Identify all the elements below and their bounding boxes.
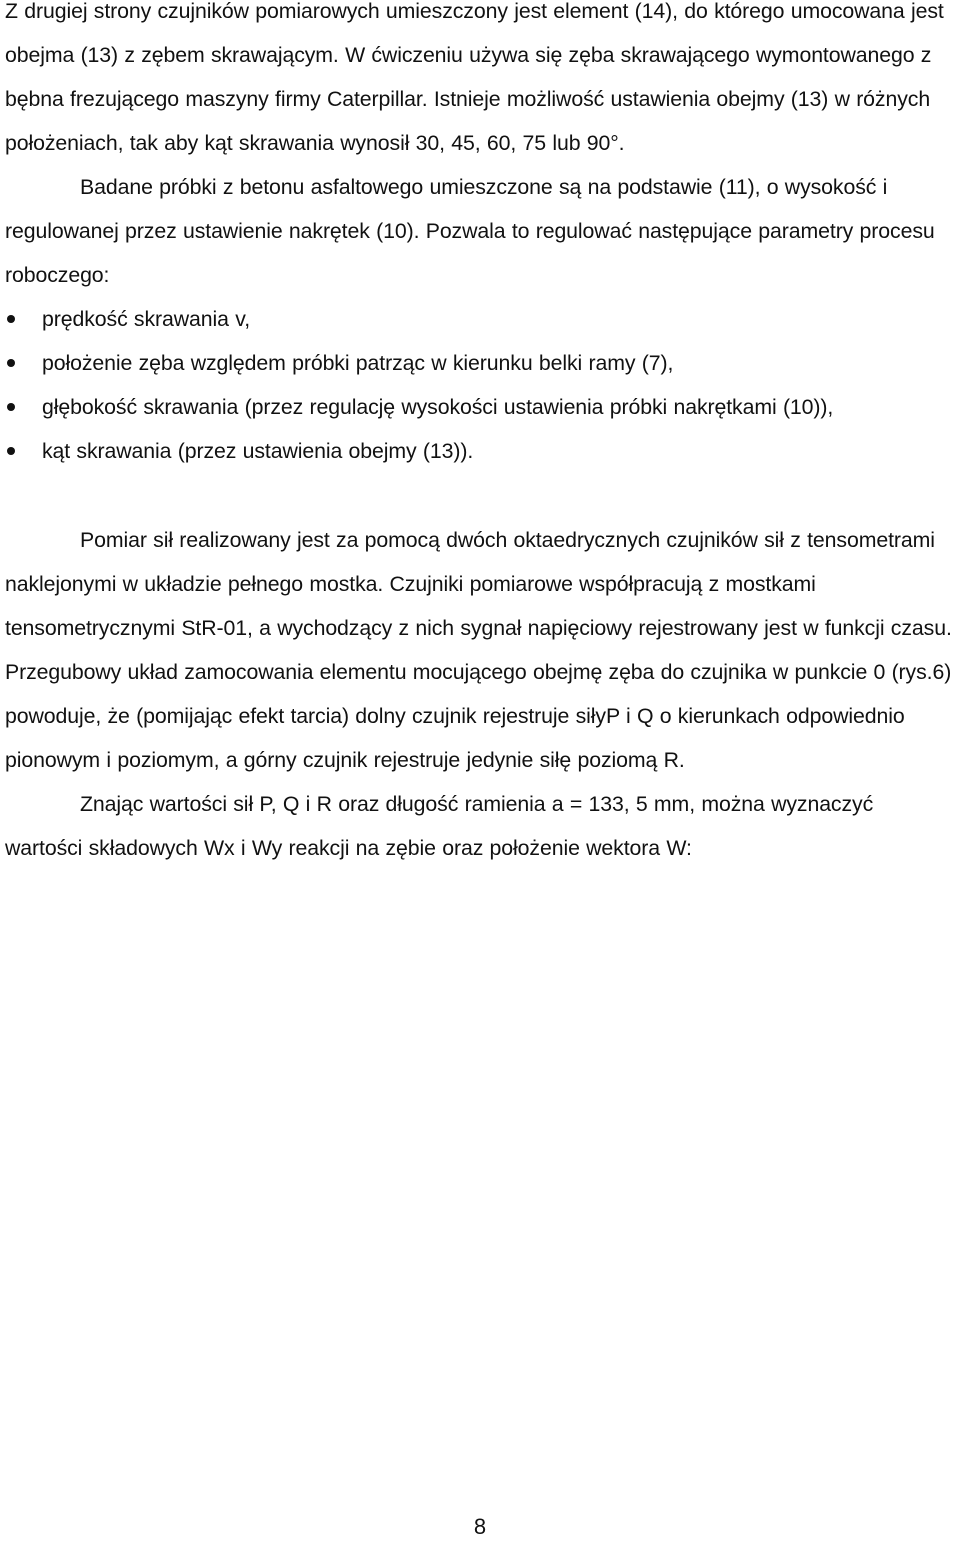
list-item xyxy=(5,341,955,385)
paragraph-cutting-tooth-mount: Z drugiej strony czujników pomiarowych umieszczony jest element (14), do którego umocowana jest obejma (13) z zębem skrawającym. W ćwiczeniu używa się zęba skrawającego wymontowanego z bębna frezującego maszyny firmy Caterpillar. Istnieje możliwość ustawienia obejmy (13) w różnych położeniach, tak aby kąt skrawania wynosił 30, 45, 60, 75 lub 90°. xyxy=(5,0,944,155)
list-item-text: kąt skrawania (przez ustawienia obejmy (13)). xyxy=(42,439,474,463)
paragraph-force-measurement: Pomiar sił realizowany jest za pomocą dwóch oktaedrycznych czujników sił z tensometrami naklejonymi w układzie pełnego mostka. Czujniki pomiarowe współpracują z mostkami tensometrycznymi StR-01, a wychodzący z nich sygnał napięciowy rejestrowany jest w funkcji czasu. Przegubowy układ zamocowania elementu mocującego obejmę zęba do czujnika w punkcie 0 (rys.6) powoduje, że (pomijając efekt tarcia) dolny czujnik rejestruje siłyP i Q o kierunkach odpowiednio pionowym i poziomym, a górny czujnik rejestruje jedynie siłę poziomą R. xyxy=(5,528,952,772)
document-page xyxy=(5,0,955,870)
paragraph-reaction-components: Znając wartości sił P, Q i R oraz długość ramienia a = 133, 5 mm, można wyznaczyć wartości składowych Wx i Wy reakcji na zębie oraz położenie wektora W: xyxy=(5,792,874,860)
list-item-text: głębokość skrawania (przez regulację wysokości ustawienia próbki nakrętkami (10)), xyxy=(42,395,834,419)
list-item-text: położenie zęba względem próbki patrząc w kierunku belki ramy (7), xyxy=(42,351,674,375)
list-item xyxy=(5,385,955,429)
list-item-text: prędkość skrawania v, xyxy=(42,307,251,331)
list-item xyxy=(5,297,955,341)
page-number: 8 xyxy=(473,1514,487,1539)
bullet-icon xyxy=(7,315,15,323)
process-parameters-list xyxy=(5,297,955,473)
bullet-icon xyxy=(7,403,15,411)
paragraph-spacer xyxy=(5,473,955,518)
bullet-icon xyxy=(7,447,15,455)
paragraph-asphalt-samples: Badane próbki z betonu asfaltowego umieszczone są na podstawie (11), o wysokość i regulowanej przez ustawienie nakrętek (10). Pozwala to regulować następujące parametry procesu roboczego: xyxy=(5,175,935,287)
bullet-icon xyxy=(7,359,15,367)
list-item xyxy=(5,429,955,473)
